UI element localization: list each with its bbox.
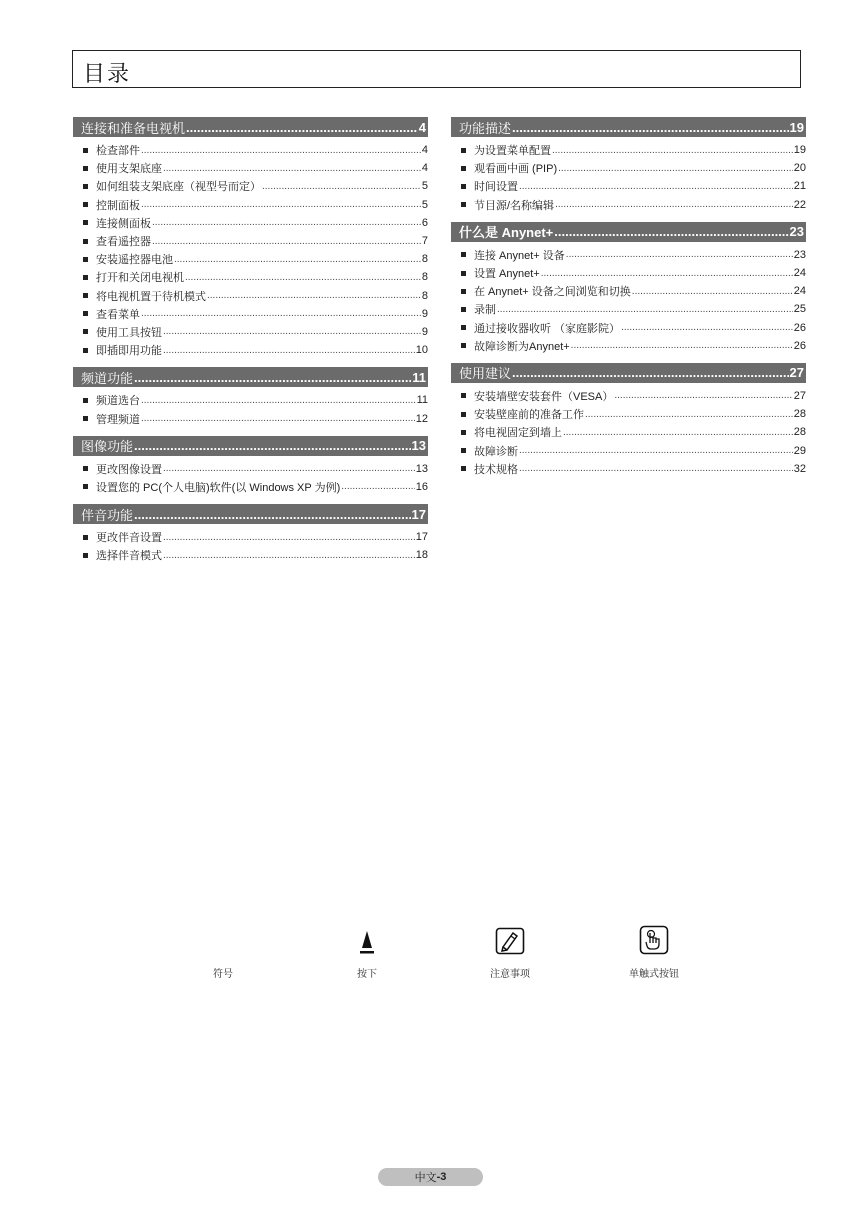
toc-entry[interactable] — [73, 177, 428, 195]
square-bullet-icon — [83, 416, 88, 421]
section-title: 使用建议 — [459, 366, 512, 382]
toc-section-header[interactable] — [73, 436, 428, 456]
square-bullet-icon — [461, 466, 466, 471]
dot-leader — [614, 390, 792, 401]
entry-label: 故障诊断 — [474, 445, 518, 458]
toc-entry[interactable] — [451, 387, 806, 405]
toc-section-header[interactable] — [451, 117, 806, 137]
square-bullet-icon — [461, 307, 466, 312]
toc-section-header[interactable] — [451, 222, 806, 242]
square-bullet-icon — [83, 220, 88, 225]
dot-leader — [341, 481, 414, 492]
dot-leader — [163, 345, 415, 356]
square-bullet-icon — [83, 348, 88, 353]
entry-label: 观看画中画 (PIP) — [474, 163, 558, 176]
section-title: 频道功能 — [81, 370, 134, 386]
entry-page-number: 16 — [415, 480, 428, 493]
entry-page-number: 5 — [421, 198, 428, 211]
dot-leader — [185, 272, 421, 283]
square-bullet-icon — [461, 252, 466, 257]
toc-entry[interactable] — [73, 196, 428, 214]
entry-page-number: 28 — [793, 408, 806, 421]
section-title: 伴音功能 — [81, 507, 134, 523]
toc-entry[interactable] — [451, 337, 806, 355]
square-bullet-icon — [83, 311, 88, 316]
entry-label: 安装墙壁安装套件（VESA） — [474, 390, 614, 403]
dot-leader — [566, 249, 793, 260]
entry-label: 为设置菜单配置 — [474, 145, 551, 158]
section-title: 连接和准备电视机 — [81, 120, 186, 136]
entry-label: 使用工具按钮 — [96, 326, 162, 339]
toc-section — [451, 117, 806, 214]
entry-page-number: 6 — [421, 216, 428, 229]
toc-entry[interactable] — [73, 341, 428, 359]
square-bullet-icon — [83, 275, 88, 280]
toc-entry[interactable] — [451, 246, 806, 264]
one-touch-symbol: 单触式按钮 — [616, 925, 692, 980]
entry-label: 设置 Anynet+ — [474, 268, 540, 281]
entry-label: 安装壁座前的准备工作 — [474, 409, 584, 422]
entry-page-number: 5 — [421, 180, 428, 193]
entry-page-number: 9 — [421, 307, 428, 320]
square-bullet-icon — [461, 166, 466, 171]
square-bullet-icon — [461, 202, 466, 207]
toc-section-header[interactable] — [451, 363, 806, 383]
toc-entry[interactable] — [451, 177, 806, 195]
note-pencil-icon — [495, 927, 525, 955]
entry-label: 查看菜单 — [96, 308, 140, 321]
toc-entry[interactable] — [73, 323, 428, 341]
toc-item-list — [73, 391, 428, 427]
entry-page-number: 21 — [793, 180, 806, 193]
footer-page: -3 — [436, 1171, 447, 1183]
toc-entry[interactable] — [451, 141, 806, 159]
square-bullet-icon — [83, 202, 88, 207]
toc-entry[interactable] — [451, 300, 806, 318]
toc-entry[interactable] — [73, 287, 428, 305]
entry-page-number: 17 — [415, 531, 428, 544]
entry-label: 查看遥控器 — [96, 236, 151, 249]
toc-section-header[interactable] — [73, 117, 428, 137]
toc-left-column — [73, 117, 428, 572]
entry-label: 通过接收器收听 （家庭影院） — [474, 322, 621, 335]
entry-label: 设置您的 PC(个人电脑)软件(以 Windows XP 为例) — [96, 481, 341, 494]
entry-page-number: 22 — [793, 198, 806, 211]
toc-entry[interactable] — [73, 159, 428, 177]
page-number-badge — [378, 1168, 483, 1186]
toc-item-list — [73, 141, 428, 359]
section-page-number: 4 — [418, 119, 426, 135]
dot-leader — [555, 199, 793, 210]
square-bullet-icon — [461, 271, 466, 276]
toc-entry[interactable] — [73, 546, 428, 564]
dot-leader — [134, 507, 411, 522]
toc-entry[interactable] — [73, 268, 428, 286]
dot-leader — [141, 145, 421, 156]
dot-leader — [163, 163, 421, 174]
square-bullet-icon — [83, 293, 88, 298]
dot-leader — [163, 463, 415, 474]
entry-label: 录制 — [474, 304, 496, 317]
entry-page-number: 32 — [793, 462, 806, 475]
entry-label: 选择伴音模式 — [96, 550, 162, 563]
toc-entry[interactable] — [73, 250, 428, 268]
entry-label: 将电视固定到墙上 — [474, 427, 562, 440]
entry-page-number: 13 — [415, 462, 428, 475]
toc-entry[interactable] — [73, 478, 428, 496]
entry-label: 检查部件 — [96, 145, 140, 158]
entry-page-number: 27 — [793, 389, 806, 402]
entry-label: 故障诊断为Anynet+ — [474, 340, 570, 353]
square-bullet-icon — [83, 553, 88, 558]
dot-leader — [512, 120, 789, 135]
entry-label: 连接 Anynet+ 设备 — [474, 249, 565, 262]
entry-label: 将电视机置于待机模式 — [96, 290, 206, 303]
toc-item-list — [73, 528, 428, 564]
entry-page-number: 26 — [793, 339, 806, 352]
dot-leader — [186, 120, 418, 135]
section-title: 什么是 Anynet+ — [459, 225, 554, 241]
toc-item-list — [451, 246, 806, 355]
dot-leader — [174, 254, 421, 265]
dot-leader — [519, 445, 793, 456]
toc-entry[interactable] — [451, 264, 806, 282]
square-bullet-icon — [83, 166, 88, 171]
section-page-number: 13 — [411, 438, 426, 454]
toc-entry[interactable] — [73, 214, 428, 232]
entry-page-number: 12 — [415, 412, 428, 425]
toc-item-list — [451, 141, 806, 214]
dot-leader — [134, 370, 411, 385]
dot-leader — [163, 550, 415, 561]
entry-page-number: 24 — [793, 285, 806, 298]
toc-entry[interactable] — [451, 159, 806, 177]
press-arrow-icon — [360, 929, 374, 955]
entry-label: 时间设置 — [474, 181, 518, 194]
dot-leader — [519, 463, 793, 474]
entry-label: 安装遥控器电池 — [96, 254, 173, 267]
square-bullet-icon — [83, 239, 88, 244]
press-symbol: 按下 — [344, 925, 390, 980]
dot-leader — [141, 413, 415, 424]
dot-leader — [571, 340, 793, 351]
entry-page-number: 23 — [793, 248, 806, 261]
toc-right-column — [451, 117, 806, 486]
section-page-number: 19 — [789, 119, 804, 135]
section-page-number: 11 — [412, 369, 426, 385]
note-symbol: 注意事项 — [480, 925, 540, 980]
square-bullet-icon — [83, 398, 88, 403]
entry-label: 节目源/名称编辑 — [474, 199, 555, 212]
entry-page-number: 8 — [421, 271, 428, 284]
dot-leader — [207, 290, 421, 301]
square-bullet-icon — [461, 289, 466, 294]
entry-label: 管理频道 — [96, 413, 140, 426]
footer-lang: 中文 — [414, 1172, 437, 1184]
dot-leader — [141, 199, 421, 210]
toc-section — [73, 117, 428, 359]
toc-section — [451, 222, 806, 355]
entry-label: 更改伴音设置 — [96, 532, 162, 545]
square-bullet-icon — [461, 325, 466, 330]
toc-entry[interactable] — [73, 528, 428, 546]
entry-label: 频道选台 — [96, 395, 140, 408]
entry-page-number: 4 — [421, 144, 428, 157]
square-bullet-icon — [461, 148, 466, 153]
dot-leader — [621, 322, 793, 333]
square-bullet-icon — [83, 257, 88, 262]
entry-page-number: 9 — [421, 325, 428, 338]
toc-section — [73, 436, 428, 496]
dot-leader — [163, 532, 415, 543]
square-bullet-icon — [461, 343, 466, 348]
dot-leader — [554, 224, 788, 239]
toc-entry[interactable] — [451, 196, 806, 214]
entry-label: 连接侧面板 — [96, 217, 151, 230]
entry-page-number: 4 — [421, 162, 428, 175]
toc-entry[interactable] — [451, 319, 806, 337]
toc-item-list — [73, 460, 428, 496]
dot-leader — [134, 438, 411, 453]
dot-leader — [152, 217, 421, 228]
toc-entry[interactable] — [73, 232, 428, 250]
toc-entry[interactable] — [73, 409, 428, 427]
square-bullet-icon — [461, 184, 466, 189]
dot-leader — [152, 236, 421, 247]
page-title: 目录 — [83, 61, 132, 86]
toc-item-list — [451, 387, 806, 478]
entry-page-number: 11 — [416, 394, 428, 407]
dot-leader — [512, 365, 789, 380]
toc-entry[interactable] — [451, 405, 806, 423]
square-bullet-icon — [83, 329, 88, 334]
entry-label: 控制面板 — [96, 199, 140, 212]
entry-page-number: 25 — [793, 303, 806, 316]
toc-entry[interactable] — [451, 441, 806, 459]
square-bullet-icon — [83, 535, 88, 540]
toc-entry[interactable] — [73, 141, 428, 159]
dot-leader — [563, 427, 793, 438]
dot-leader — [262, 181, 421, 192]
dot-leader — [141, 395, 416, 406]
entry-label: 技术规格 — [474, 463, 518, 476]
entry-page-number: 24 — [793, 267, 806, 280]
entry-page-number: 28 — [793, 426, 806, 439]
section-title: 功能描述 — [459, 120, 512, 136]
symbols-heading: 符号 — [213, 969, 233, 980]
square-bullet-icon — [461, 412, 466, 417]
toc-entry[interactable] — [451, 282, 806, 300]
dot-leader — [519, 181, 793, 192]
square-bullet-icon — [461, 393, 466, 398]
section-title: 图像功能 — [81, 439, 134, 455]
entry-label: 如何组装支架底座（视型号而定） — [96, 181, 261, 194]
entry-label: 打开和关闭电视机 — [96, 272, 184, 285]
entry-page-number: 7 — [421, 235, 428, 248]
square-bullet-icon — [83, 148, 88, 153]
entry-page-number: 26 — [793, 321, 806, 334]
entry-page-number: 8 — [421, 289, 428, 302]
dot-leader — [163, 326, 421, 337]
toc-title-box — [72, 50, 801, 88]
toc-section — [451, 363, 806, 478]
entry-label: 使用支架底座 — [96, 163, 162, 176]
dot-leader — [497, 304, 793, 315]
toc-entry[interactable] — [73, 305, 428, 323]
toc-entry[interactable] — [73, 460, 428, 478]
entry-label: 更改图像设置 — [96, 463, 162, 476]
entry-page-number: 18 — [415, 549, 428, 562]
one-touch-hand-icon — [639, 925, 669, 955]
section-page-number: 17 — [411, 506, 426, 522]
entry-page-number: 8 — [421, 253, 428, 266]
toc-entry[interactable] — [451, 460, 806, 478]
dot-leader — [632, 286, 793, 297]
symbols-legend — [0, 925, 860, 985]
entry-label: 即插即用功能 — [96, 345, 162, 358]
entry-page-number: 19 — [793, 144, 806, 157]
square-bullet-icon — [461, 430, 466, 435]
dot-leader — [552, 145, 793, 156]
entry-page-number: 29 — [793, 444, 806, 457]
dot-leader — [541, 268, 793, 279]
square-bullet-icon — [83, 466, 88, 471]
entry-page-number: 10 — [415, 344, 428, 357]
dot-leader — [558, 163, 793, 174]
toc-section — [73, 367, 428, 427]
toc-entry[interactable] — [73, 391, 428, 409]
entry-page-number: 20 — [793, 162, 806, 175]
dot-leader — [141, 308, 421, 319]
toc-section-header[interactable] — [73, 367, 428, 387]
toc-section-header[interactable] — [73, 504, 428, 524]
section-page-number: 23 — [789, 224, 804, 240]
square-bullet-icon — [83, 184, 88, 189]
entry-label: 在 Anynet+ 设备之间浏览和切换 — [474, 286, 631, 299]
section-page-number: 27 — [789, 365, 804, 381]
toc-section — [73, 504, 428, 564]
toc-entry[interactable] — [451, 423, 806, 441]
dot-leader — [585, 409, 793, 420]
square-bullet-icon — [461, 448, 466, 453]
square-bullet-icon — [83, 484, 88, 489]
